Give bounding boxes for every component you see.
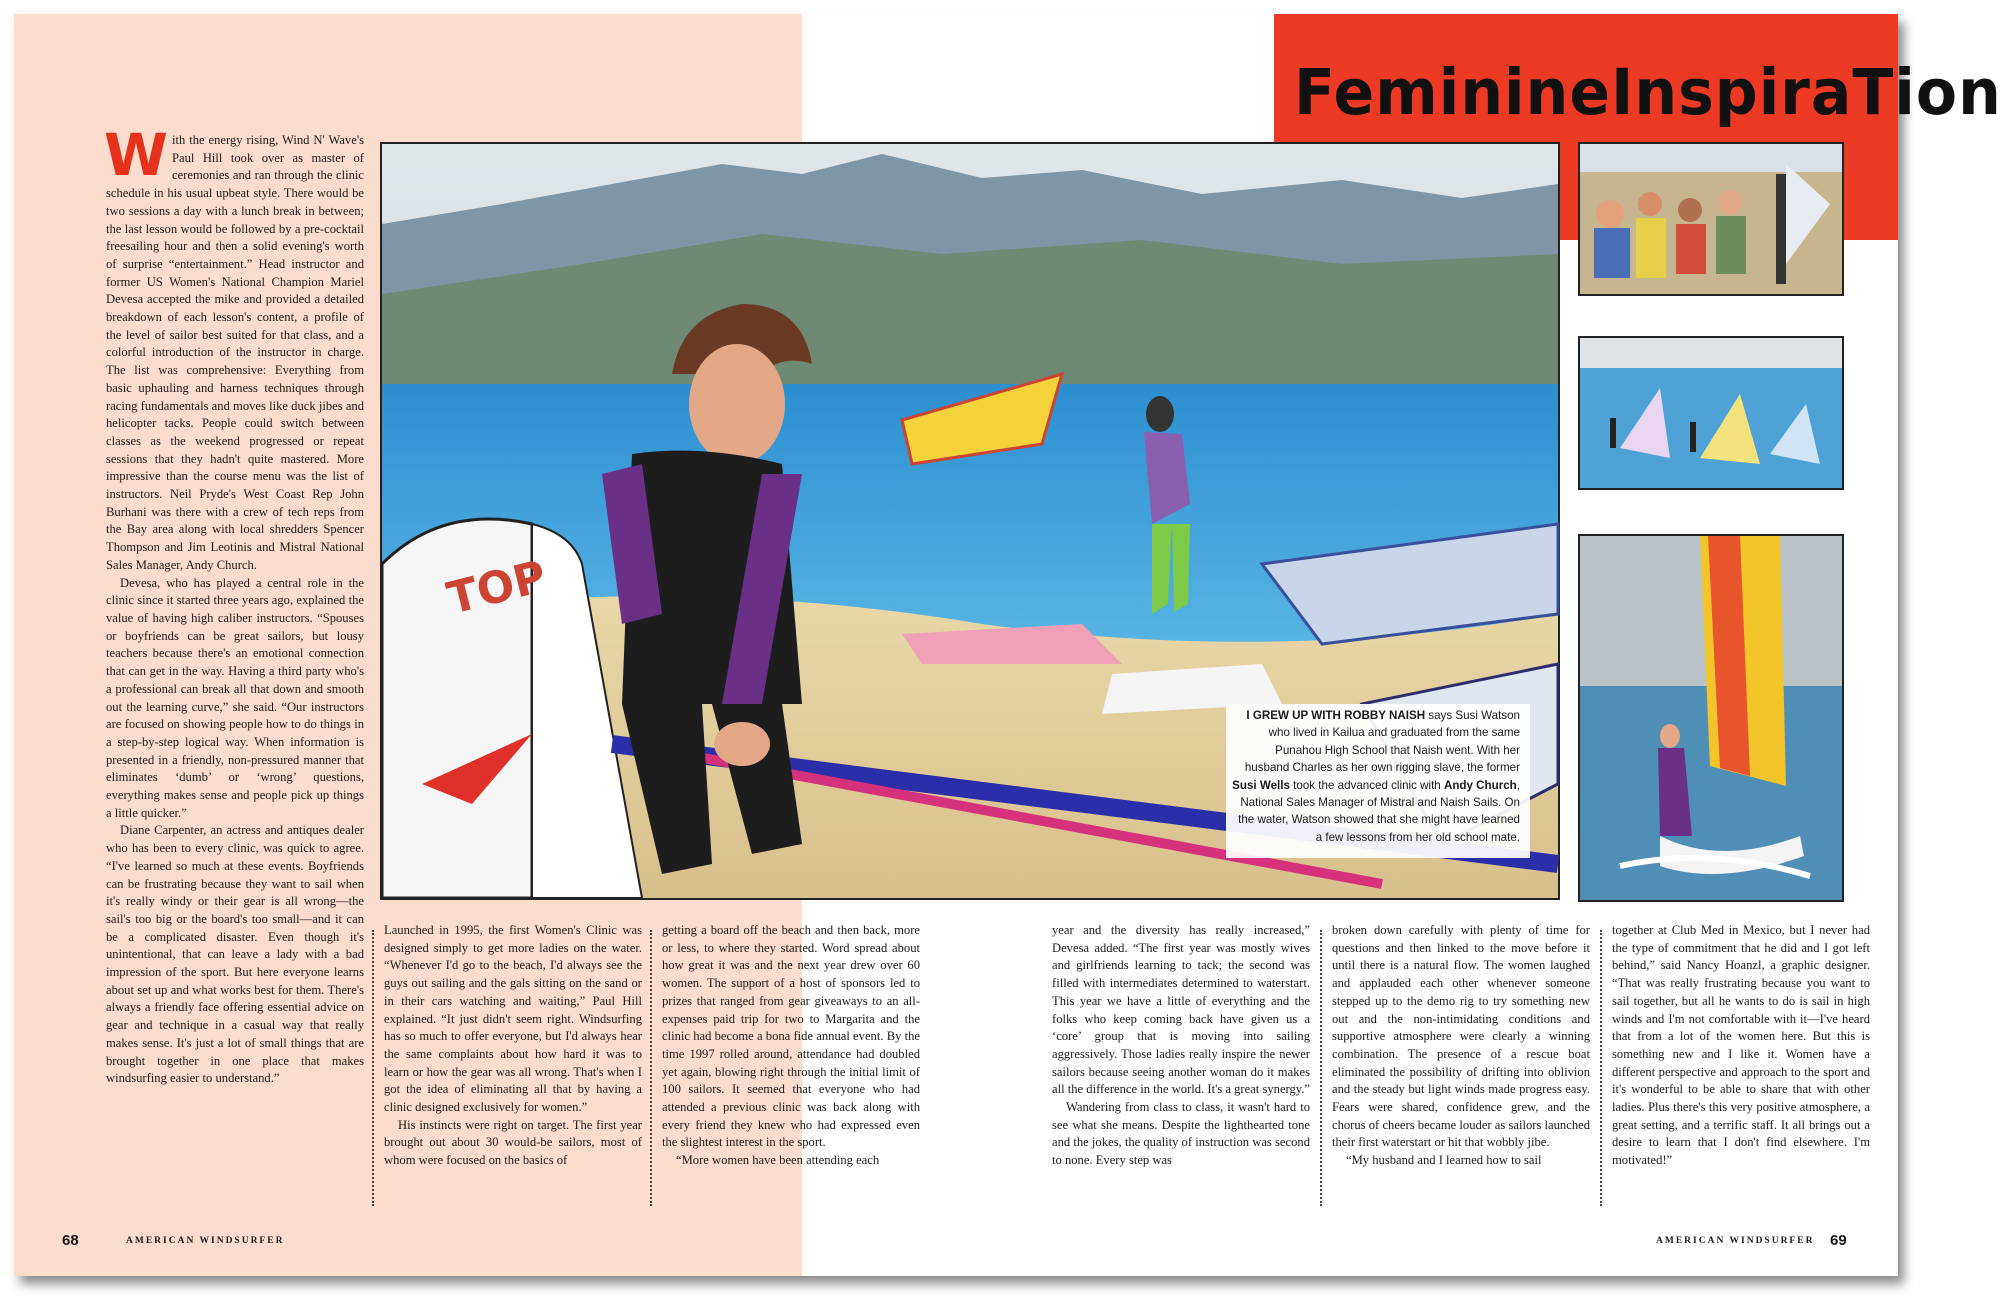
left-column-1-para-2: Devesa, who has played a central role in the clinic since it started three years ago, explained the value of having high caliber instructors. “Spouses or boyfriends can be great sailors, but lousy teachers because there's an emotional connection that can get in the way. Having a third party who's a professional can break all that down and smooth out the learning curve,” she said. “Our instructors are focused on showing people how to do things in a step-by-step logical way. When information is presented in a friendly, non-pressured manner that eliminates ‘dumb’ or ‘wrong’ questions, everything makes sense and people pick up things a little quicker.”: [106, 575, 364, 820]
magazine-name-left: AMERICAN WINDSURFER: [126, 1236, 285, 1246]
left-column-1: [104, 121, 364, 1088]
column-divider: [1320, 930, 1322, 1206]
magazine-name-right: AMERICAN WINDSURFER: [1656, 1236, 1815, 1246]
right-column-1: [1052, 922, 1310, 1170]
left-column-1-para-1: [104, 121, 364, 575]
left-column-3-para-2: “More women have been attending each: [676, 1153, 880, 1168]
caption-name-1: Susi Wells: [1232, 778, 1290, 792]
article-title: FeminineInspiraTion: [1294, 56, 2002, 130]
right-column-1-para-1: year and the diversity has really increased,” Devesa added. “The first year was mostly wives and girlfriends learning to tack; the second was filled with intermediates determined to waterstart. This year we have a little of everything and the folks who keep coming back have given us a ‘core’ group that is moving into sailing aggressively. Those ladies really inspire the newer sailors because seeing another woman do it makes all the difference in the world. It's a great synergy.”: [1052, 923, 1311, 1097]
right-column-2: [1332, 922, 1590, 1170]
left-column-2: [384, 922, 642, 1170]
left-column-1-para-3: Diane Carpenter, an actress and antiques dealer who has been to every clinic, was quick to agree. “I've learned so much at these events. Boyfriends can be frustrating because they want to sail when it's really windy or their gear is all wrong—the sail's too big or the board's too small—and it can be a complicated disaster. Even though it's unintentional, that can leave a lady with a bad impression of the sport. But here everyone learns about set up and what works best for them. There's always a friendly face offering essential advice on gear and technique in a casual way that really makes sense. It's just a lot of small things that are brought together in one place that makes windsurfing easier to understand.”: [106, 823, 364, 1086]
side-photo-sailors-image: [1580, 338, 1842, 488]
board-brand-text: TOP: [442, 551, 552, 625]
left-column-2-para-1: Launched in 1995, the first Women's Clinic was designed simply to get more ladies on the water. “Whenever I'd go to the beach, I'd always see the guys out sailing and the gals sitting on the sand or in their cars watching and waiting,” Paul Hill explained. “It just didn't seem right. Windsurfing has so much to offer everyone, but I'd always hear the same complaints about how hard it was to learn or how the gear was all wrong. That's when I got the idea of eliminating all that by having a clinic designed exclusively for women.”: [384, 923, 642, 1115]
column-divider: [1600, 930, 1602, 1206]
photo-caption: [1226, 704, 1530, 858]
side-photo-action: [1578, 534, 1844, 902]
left-column-2-para-2: His instincts were right on target. The first year brought out about 30 would-be sailors, most of whom were focused on the basics of: [384, 1117, 642, 1168]
side-photo-action-image: [1580, 536, 1842, 900]
page-number-right: 69: [1830, 1232, 1847, 1249]
right-column-3-para-1: together at Club Med in Mexico, but I never had the type of commitment that he did and I got left behind,” said Nancy Hoanzl, a graphic designer. “That was really frustrating because you want to sail together, but all he wants to do is sail in high winds and I'm not comfortable with it—I've heard that from a lot of the women here. But this is something new and I like it. Women have a different perspective and approach to the sport and it's wonderful to be able to share that with other ladies. Plus there's this very positive atmosphere, a great setting, and a terrific staff. It all brings out a desire to learn that I don't find elsewhere. I'm motivated!”: [1612, 923, 1870, 1168]
caption-lead: I GREW UP WITH ROBBY NAISH: [1246, 709, 1426, 722]
side-photo-crowd: [1578, 142, 1844, 296]
column-divider: [372, 930, 374, 1206]
side-photo-crowd-image: [1580, 144, 1842, 294]
page-number-left: 68: [62, 1232, 79, 1249]
caption-text-1: says Susi Watson who lived in Kailua and graduated from the same Punahou High School that Naish went. With her husband Charles as her own rigging slave, the former: [1244, 709, 1520, 775]
drop-cap: W: [104, 121, 168, 189]
caption-name-2: Andy Church: [1443, 778, 1517, 792]
right-column-2-para-1: broken down carefully with plenty of time for questions and then linked to the move before it until there is a natural flow. The women laughed and applauded each other whenever someone stepped up to the demo rig to try something new out and the non-intimidating conditions and supportive atmosphere were clearly a winning combination. The presence of a rescue boat eliminated the possibility of drifting into oblivion and the steady but light winds made progress easy. Fears were shared, confidence grew, and the chorus of cheers became louder as sailors launched their first waterstart or hit that wobbly jibe.: [1332, 923, 1590, 1150]
caption-text-2: took the advanced clinic with: [1289, 778, 1444, 792]
caption-text-3: , National Sales Manager of Mistral and Naish Sails. On the water, Watson showed that she might have learned a few lessons from her old school mate.: [1238, 778, 1520, 844]
column-divider: [650, 930, 652, 1206]
magazine-spread: [14, 14, 2002, 1276]
left-column-1-para-1-text: ith the energy rising, Wind N' Wave's Paul Hill took over as master of ceremonies and ran through the clinic schedule in his usual upbeat style. There would be two sessions a day with a lunch break in between; the last lesson would be followed by a pre-cocktail freesailing hour and then a solid evening's worth of surprise “entertainment.” Head instructor and former US Women's National Champion Mariel Devesa accepted the mike and provided a detailed breakdown of each lesson's content, a profile of the level of sailor best suited for that class, and a colorful introduction of the instructor in charge. The list was comprehensive: Everything from basic uphauling and harness techniques through racing fundamentals and moves like duck jibes and helicopter tacks. People could switch between classes as the weekend progressed or repeat sessions that they hadn't quite mastered. More impressive than the course menu was the list of instructors. Neil Pryde's West Coast Rep John Burhani was there with a crew of tech reps from the Bay area along with local shredders Spencer Thompson and Jim Leotinis and Mistral National Sales Manager, Andy Church.: [106, 133, 364, 572]
right-column-1-para-2: Wandering from class to class, it wasn't hard to see what she means. Despite the lighthearted tone and the jokes, the quality of instruction was second to none. Every step was: [1052, 1100, 1310, 1168]
left-column-3: [662, 922, 920, 1170]
side-photo-sailors: [1578, 336, 1844, 490]
right-column-2-para-2: “My husband and I learned how to sail: [1346, 1153, 1542, 1168]
left-column-3-para-1: getting a board off the beach and then back, more or less, to where they started. Word spread about how great it was and the next year drew over 60 women. The support of a host of sponsors led to prizes that ranged from gear giveaways to an all-expenses paid trip for two to Margarita and the clinic had become a bona fide annual event. By the time 1997 rolled around, attendance had doubled yet again, blowing right through the initial limit of 100 sailors. It seemed that everyone who had attended a previous clinic was back along with every friend they knew who had expressed even the slightest interest in the sport.: [662, 923, 920, 1150]
right-column-3: [1612, 922, 1870, 1170]
